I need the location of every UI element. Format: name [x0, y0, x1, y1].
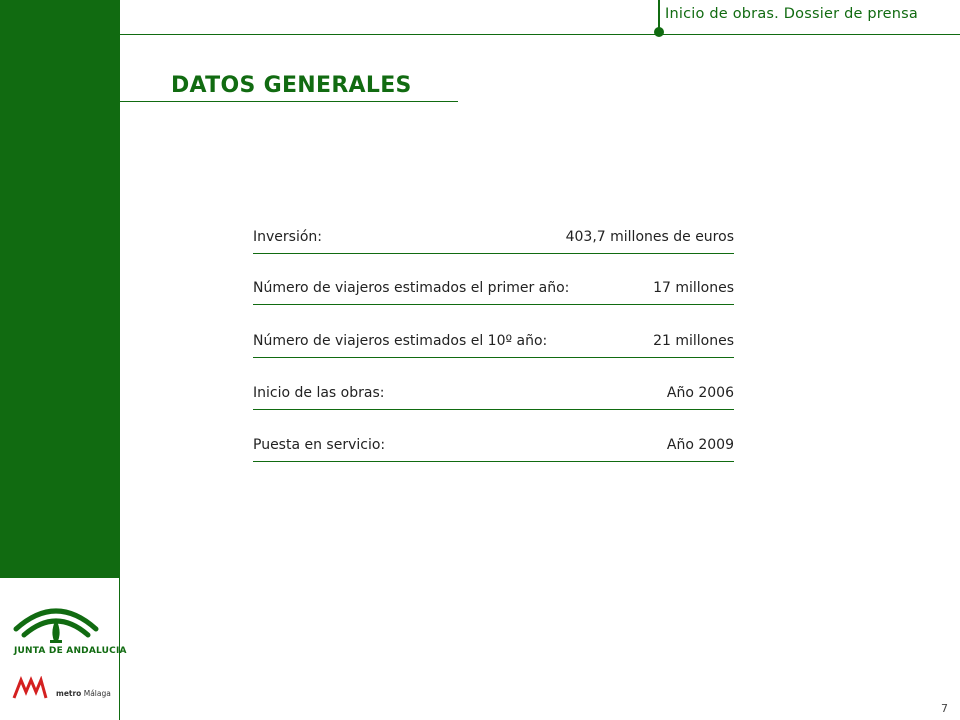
data-row-viajeros-10-ano — [253, 333, 734, 358]
data-row-label: Número de viajeros estimados el 10º año: — [253, 333, 548, 349]
header-rule — [120, 34, 960, 35]
page-title: DATOS GENERALES — [171, 73, 412, 98]
metro-malaga-logo-icon — [12, 676, 52, 700]
data-row-value: 17 millones — [653, 280, 734, 296]
data-row-puesta-servicio — [253, 437, 734, 462]
document-header-title: Inicio de obras. Dossier de prensa — [665, 6, 919, 22]
data-row-label: Inicio de las obras: — [253, 385, 385, 401]
data-row-label: Número de viajeros estimados el primer año: — [253, 280, 570, 296]
page-number: 7 — [941, 702, 948, 715]
metro-brand-text: metro — [56, 689, 82, 698]
data-row-value: 21 millones — [653, 333, 734, 349]
title-underline — [120, 101, 458, 102]
header-dot — [654, 27, 664, 37]
data-row-value: Año 2009 — [666, 437, 734, 453]
data-row-label: Inversión: — [253, 229, 322, 245]
data-row-value: 403,7 millones de euros — [565, 229, 734, 245]
data-row-inicio-obras — [253, 385, 734, 410]
data-row-value: Año 2006 — [666, 385, 734, 401]
sidebar-band — [0, 0, 120, 578]
metro-logo-text — [56, 689, 111, 698]
data-row-label: Puesta en servicio: — [253, 437, 386, 453]
data-row-viajeros-primer-ano — [253, 280, 734, 305]
metro-city-text: Málaga — [83, 689, 111, 698]
data-row-inversion — [253, 229, 734, 254]
junta-logo-text: JUNTA DE ANDALUCIA — [14, 646, 127, 656]
